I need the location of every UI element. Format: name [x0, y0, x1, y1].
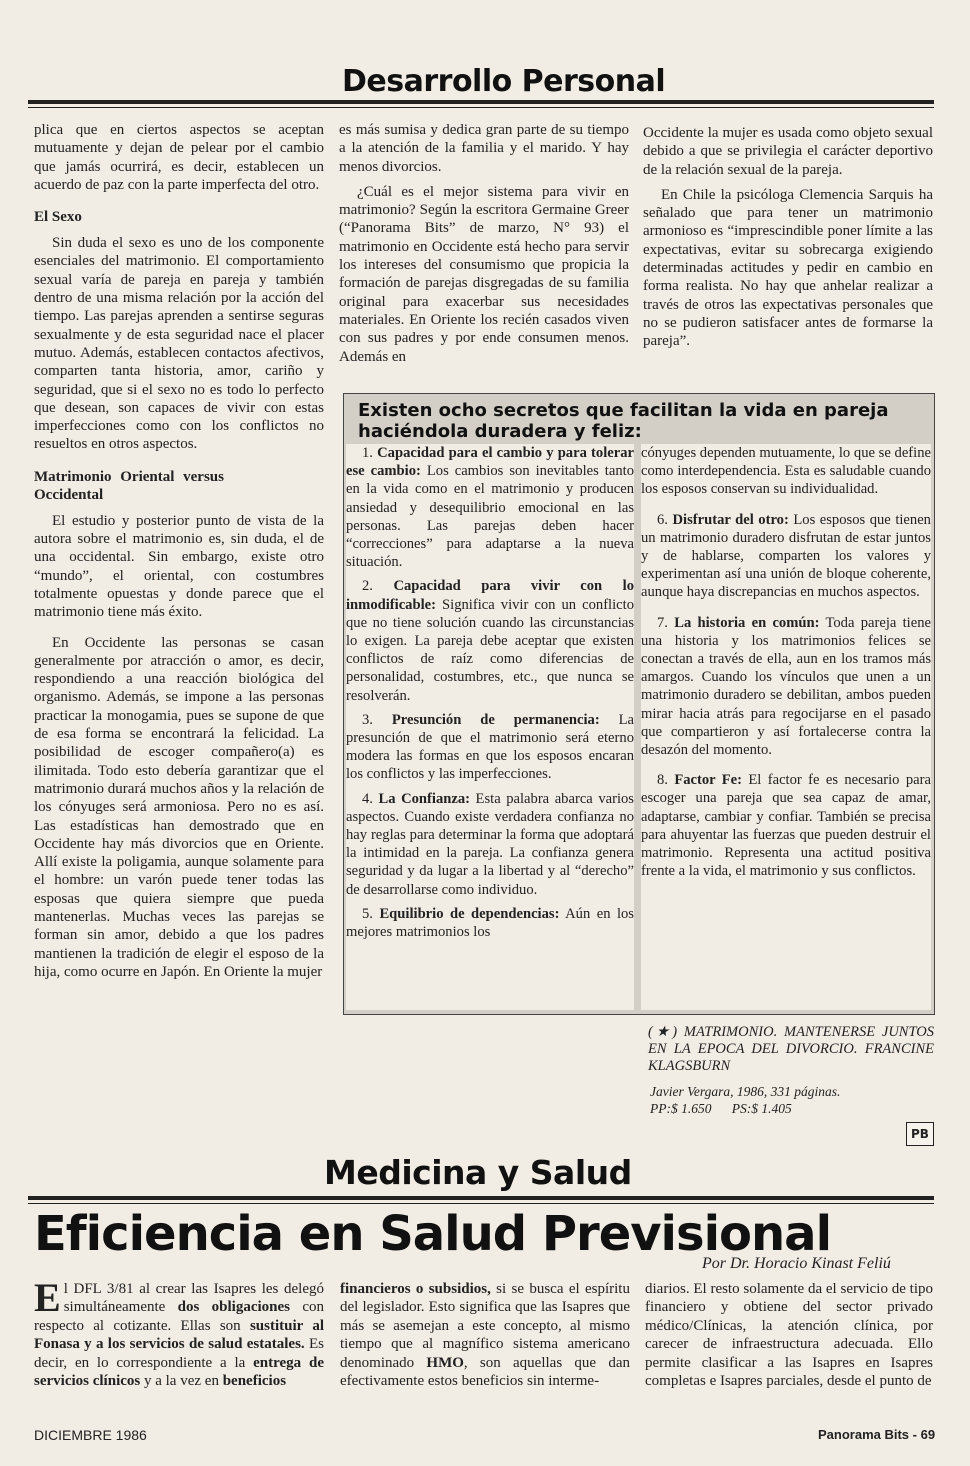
box-item: 8. Factor Fe: El factor fe es necesario para escoger una pareja que sea capaz de amar, adaptarse, cambiar y confiar. También se precisa para ahuyentar las fuerzas que pueden destruir el matrimonio. Representa una actitud positiva frente a la vida, el matrimonio y sus conflictos.	[641, 772, 931, 880]
article-column-3	[643, 124, 933, 358]
subheading-matrimonio: Matrimonio Oriental versus Occidental	[34, 468, 224, 503]
byline: Por Dr. Horacio Kinast Feliú	[702, 1255, 891, 1272]
box-item: cónyuges dependen mutuamente, lo que se define como interdependencia. Esta es saludable cuando los esposos conservan su individualidad.	[641, 445, 931, 498]
box-item: 2. Capacidad para vivir con lo inmodificable: Significa vivir con un conflicto que no tiene solución cuando las circunstancias lo exigen. La pareja debe aceptar que existen conflictos de raíz como diferencias de personalidad, costumbres, etc., que nunca se resolverán.	[346, 578, 634, 704]
book-credit-publisher: Javier Vergara, 1986, 331 páginas.	[650, 1084, 841, 1099]
box-item: 7. La historia en común: Toda pareja tiene una historia y los matrimonios felices se conectan a través de ella, aun en los tramos más amargos. Cuando los vínculos que unen a un matrimonio duradero se debilitan, ambos pueden mirar hacia atrás para regocijarse en el pasado que compartieron y así fortalecerse contra la desazón del momento.	[641, 614, 931, 759]
paragraph: ¿Cuál es el mejor sistema para vivir en matrimonio? Según la escritora Germaine Greer (“Panorama Bits” de marzo, N° 93) el matrimonio en Occidente está hecho para servir los intereses del consumismo que propicia la formación de parejas disgregadas de su familia original para exacerbar sus necesidades materiales. En Oriente los recién casados viven con sus padres y por ende consumen menos. Además en	[339, 183, 629, 365]
box-item: 3. Presunción de permanencia: La presunción de que el matrimonio será eterno modera las formas en que los esposos encaran los conflictos y las imperfecciones.	[346, 711, 634, 783]
paragraph: plica que en ciertos aspectos se aceptan mutuamente y dejan de pelear por el cambio que jamás ocurrirá, es decir, establecen un acuerdo de paz con la parte imperfecta del otro.	[34, 122, 324, 193]
paragraph: Occidente la mujer es usada como objeto sexual debido a que se privilegia el carácter deportivo de la relación sexual de la pareja.	[643, 125, 933, 178]
secrets-box	[343, 393, 935, 1015]
article-column-2	[339, 121, 629, 373]
section-title: Desarrollo Personal	[342, 64, 666, 99]
paragraph: En Occidente las personas se casan generalmente por atracción o amor, es decir, respondiendo a una reacción biológica del organismo. Además, se impone a las personas practicar la monogamia, pues se supone de que de esa forma se encontrará la felicidad. La posibilidad de escoger compañero(a) es ilimitada. Todo esto debería garantizar que el matrimonio durará muchos años y la relación de los cónyuges será armoniosa. Pero no es así. Las estadísticas han demostrado que en Occidente hay más divorcios que en Oriente. Allí existe la poligamia, aunque solamente para el hombre: un varón puede tener todas las esposas que quiera siempre que pueda mantenerlas. Muchas veces las parejas se forman sin amor, debido a que los padres mantienen la tradición de elegir el esposo de la hija, como ocurre en Japón. En Oriente la mujer	[34, 634, 324, 980]
section2-rule-thick	[28, 1196, 934, 1200]
article2-column-2: financieros o subsidios, si se busca el espíritu del legislador. Esto significa que las Isapres que más se asemejan a este concepto, al mismo tiempo que al magnífico sistema americano denominado HMO, son aquellas que dan efectivamente estos beneficios sin interme-	[340, 1281, 630, 1390]
header-rule-thin	[28, 107, 934, 108]
box-item: 6. Disfrutar del otro: Los esposos que tienen un matrimonio duradero disfrutan de estar juntos y de hablarse, comparten los valores y experimentan así una unión de bloque coherente, aunque haya discrepancias en muchos aspectos.	[641, 511, 931, 601]
box-item: 1. Capacidad para el cambio y para tolerar ese cambio: Los cambios son inevitables tanto en la vida como en el matrimonio y producen ansiedad y desequilibrio emocional en las personas. Las parejas deben hacer “correcciones” para adaptarse a la nueva situación.	[346, 445, 634, 571]
header-rule-thick	[28, 100, 934, 104]
article-column-1	[34, 121, 324, 988]
pb-badge: PB	[906, 1122, 934, 1146]
book-credit-title: (★) MATRIMONIO. MANTENERSE JUNTOS EN LA EPOCA DEL DIVORCIO. FRANCINE KLAGSBURN	[648, 1024, 934, 1074]
book-credit-prices: PP:$ 1.650 PS:$ 1.405	[650, 1101, 792, 1116]
paragraph: En Chile la psicóloga Clemencia Sarquis ha señalado que para tener un matrimonio armonioso es “imprescindible poner límite a las expectativas, evitar su sobrecarga exigiendo determinadas actitudes y pedir en cambio en forma realista. No hay que anhelar realizar a través de otros las expectativas personales que no se pudieron satisfacer antes de formarse la pareja”.	[643, 186, 933, 350]
section2-rule-thin	[28, 1203, 934, 1204]
paragraph: es más sumisa y dedica gran parte de su tiempo a la atención de la familia y el marido. Y hay menos divorcios.	[339, 122, 629, 175]
box-heading: Existen ocho secretos que facilitan la vida en pareja haciéndola duradera y feliz:	[358, 400, 889, 442]
headline: Eficiencia en Salud Previsional	[34, 1206, 832, 1262]
drop-cap: E	[34, 1275, 61, 1320]
box-item: 4. La Confianza: Esta palabra abarca varios aspectos. Cuando existe verdadera confianza no hay reglas para determinar la forma que adoptará la intimidad en la pareja. La confianza genera seguridad y da lugar a la libertad y al “derecho” de desarrollarse como individuo.	[346, 790, 634, 898]
footer-page: Panorama Bits - 69	[818, 1427, 936, 1442]
subheading-sexo: El Sexo	[34, 209, 82, 226]
section-title-medicina: Medicina y Salud	[324, 1153, 632, 1192]
paragraph: Sin duda el sexo es uno de los componente esenciales del matrimonio. El comportamiento sexual varía de pareja en pareja y también dentro de una misma relación por la acción del tiempo. Las parejas aprenden a sentirse seguras sexualmente y de esta seguridad nace el placer mutuo. Además, establecen contactos afectivos, comparten tanta historia, amor, cariño y seguridad, que si el sexo no es todo lo perfecto que desean, son capaces de vivir con estas imperfecciones como con los conflictos no resueltos en otros aspectos.	[34, 235, 324, 453]
box-column-right	[641, 444, 931, 1010]
footer-date: DICIEMBRE 1986	[34, 1427, 147, 1443]
article2-column-1: El DFL 3/81 al crear las Isapres les delegó simultáneamente dos obligaciones con respecto al cotizante. Ellas son sustituir al Fonasa y a los servicios de salud estatales. Es decir, en lo correspondiente a la entrega de servicios clínicos y a la vez en beneficios	[34, 1275, 325, 1390]
paragraph: El estudio y posterior punto de vista de la autora sobre el matrimonio es, sin duda, el de una occidental. Sin embargo, existe otro “mundo”, el oriental, con costumbres totalmente opuestas y donde parece que el matrimonio tiene más éxito.	[34, 512, 324, 621]
box-column-left	[346, 444, 634, 1010]
article2-column-3: diarios. El resto solamente da el servicio de tipo financiero y obtiene del sector privado médico/Clínicas, la atención clínica, por carecer de infraestructura adecuada. Ello permite clasificar a las Isapres en Isapres completas e Isapres parciales, desde el punto de	[645, 1281, 933, 1390]
box-item: 5. Equilibrio de dependencias: Aún en los mejores matrimonios los	[346, 905, 634, 941]
